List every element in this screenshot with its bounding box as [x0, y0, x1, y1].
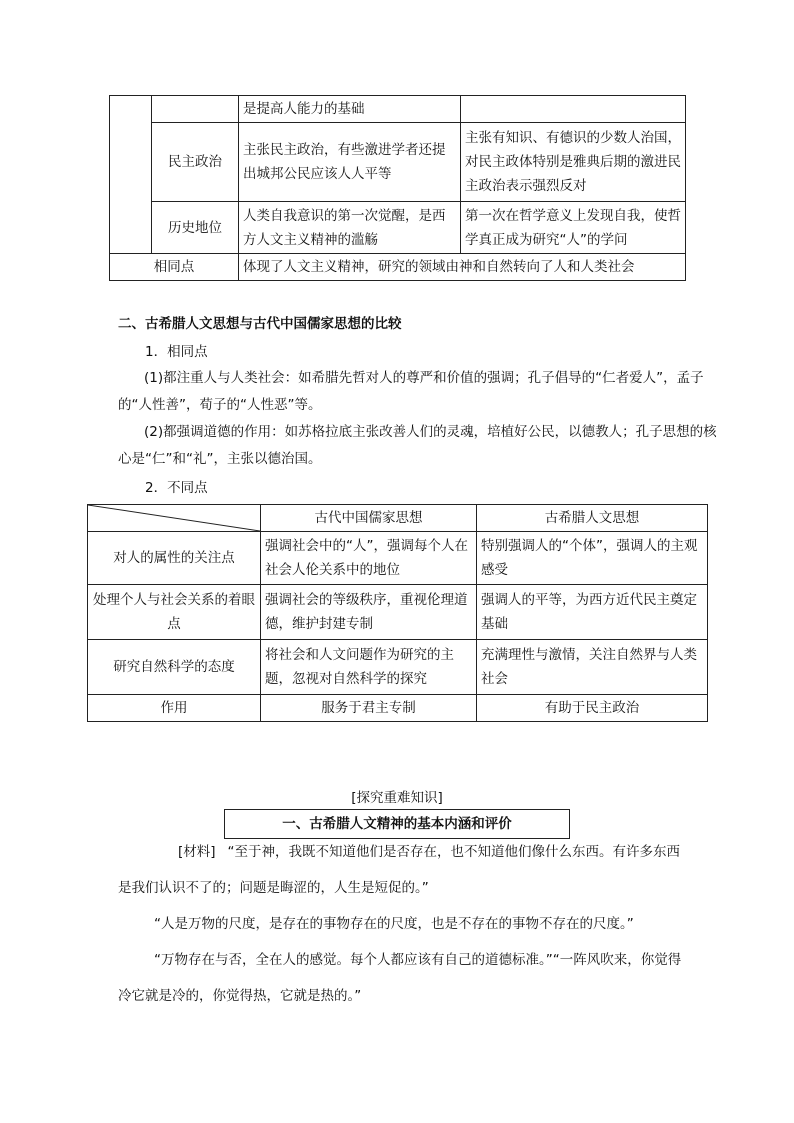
table-cell: 充满理性与激情，关注自然界与人类社会: [477, 640, 708, 695]
table-cell: 将社会和人文问题作为研究的主题，忽视对自然科学的探究: [261, 640, 477, 695]
row-label-history: 历史地位: [152, 202, 239, 254]
paragraph-similarity-1: (1)都注重人与人类社会：如希腊先哲对人的尊严和价值的强调；孔子倡导的“仁者爱人”，孟子的“人性善”，荀子的“人性恶”等。: [118, 370, 704, 413]
row-label: 研究自然科学的态度: [88, 640, 261, 695]
material-label: [材料]: [178, 844, 216, 860]
material-text: “至于神，我既不知道他们是否存在，也不知道他们像什么东西。有许多东西是我们认识不了的；问题是晦涩的，人生是短促的。”: [118, 844, 681, 896]
row-label: 对人的属性的关注点: [88, 532, 261, 585]
table-cell: 强调人的平等，为西方近代民主奠定基础: [477, 585, 708, 640]
table-cell: 服务于君主专制: [261, 695, 477, 722]
subheading-similarities: 1．相同点: [145, 344, 208, 360]
table-cell: 有助于民主政治: [477, 695, 708, 722]
material-quote-3: “万物存在与否，全在人的感觉。每个人都应该有自己的道德标准。”“一阵风吹来，你觉得冷它就是冷的，你觉得热，它就是热的。”: [118, 952, 682, 1004]
material-quote-2: “人是万物的尺度，是存在的事物存在的尺度，也是不存在的事物不存在的尺度。”: [154, 916, 634, 932]
material-quote-1: [118, 834, 688, 906]
merged-category-cell: [110, 96, 152, 254]
empty-cell: [461, 96, 686, 123]
row-label-democracy: 民主政治: [152, 123, 239, 202]
table-cell: 特别强调人的“个体”，强调人的主观感受: [477, 532, 708, 585]
explore-title: [探究重难知识]: [351, 790, 443, 806]
diagonal-header-cell: [88, 505, 261, 532]
column-header: 古代中国儒家思想: [261, 505, 477, 532]
paragraph-similarity-2: (2)都强调道德的作用：如苏格拉底主张改善人们的灵魂，培植好公民，以德教人；孔子思想的核心是“仁”和“礼”，主张以德治国。: [118, 424, 717, 467]
empty-label-cell: [152, 96, 239, 123]
subheading-differences: 2．不同点: [145, 480, 208, 496]
column-header: 古希腊人文思想: [477, 505, 708, 532]
table-cell: 人类自我意识的第一次觉醒，是西方人文主义精神的滥觞: [239, 202, 461, 254]
table-cell: 是提高人能力的基础: [239, 96, 461, 123]
differences-table: [87, 504, 708, 722]
topic-box: 一、古希腊人文精神的基本内涵和评价: [224, 809, 570, 839]
row-label: 作用: [88, 695, 261, 722]
comparison-table-continued: [109, 95, 686, 281]
table-cell: 强调社会的等级秩序，重视伦理道德，维护封建专制: [261, 585, 477, 640]
row-label-same: 相同点: [110, 254, 239, 281]
section-heading: 二、古希腊人文思想与古代中国儒家思想的比较: [118, 316, 402, 332]
table-cell: 主张有知识、有德识的少数人治国，对民主政体特别是雅典后期的激进民主政治表示强烈反对: [461, 123, 686, 202]
row-label: 处理个人与社会关系的着眼点: [88, 585, 261, 640]
table-cell: 第一次在哲学意义上发现自我，使哲学真正成为研究“人”的学问: [461, 202, 686, 254]
table-cell: 强调社会中的“人”，强调每个人在社会人伦关系中的地位: [261, 532, 477, 585]
table-cell: 主张民主政治，有些激进学者还提出城邦公民应该人人平等: [239, 123, 461, 202]
table-cell: 体现了人文主义精神，研究的领域由神和自然转向了人和人类社会: [239, 254, 686, 281]
